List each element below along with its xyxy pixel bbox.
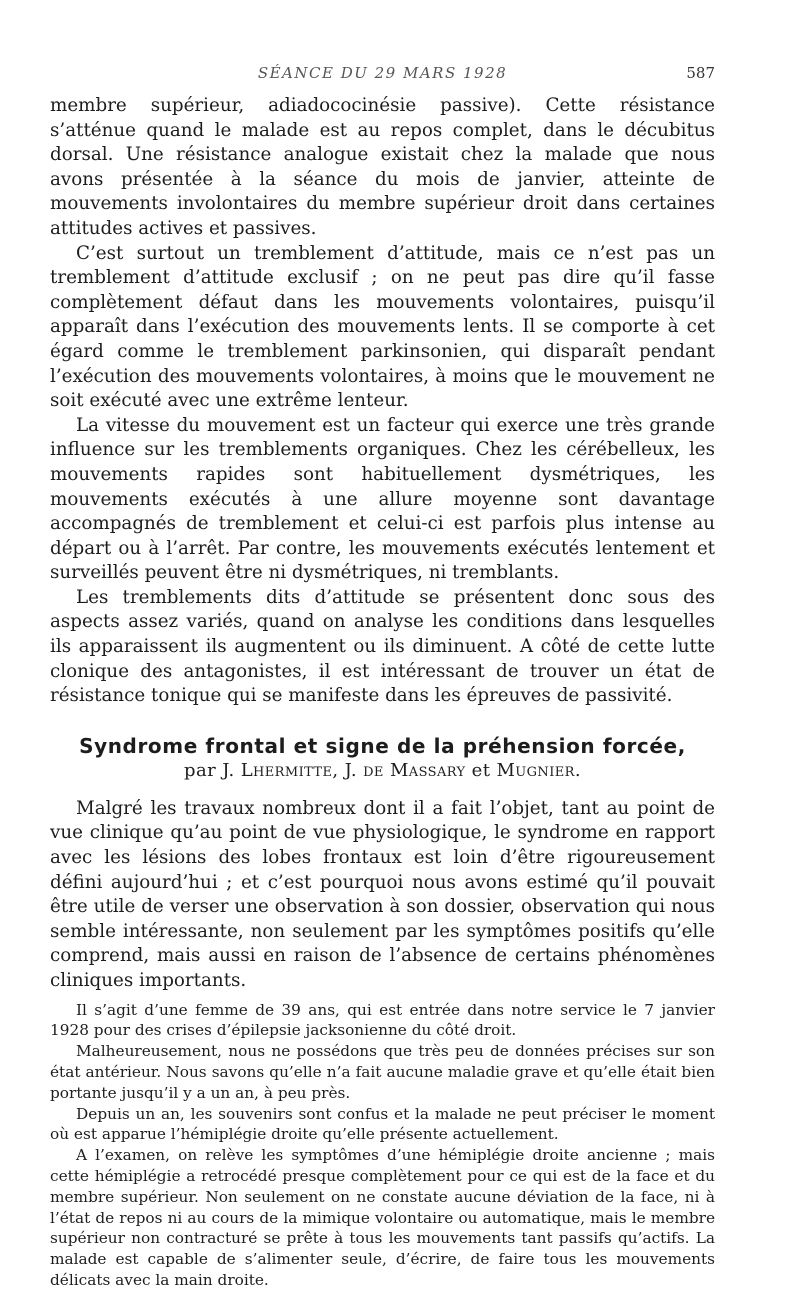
section-body [50,797,715,994]
page-number: 587 [686,64,715,82]
case-report [50,1000,715,1291]
case-paragraph: Malheureusement, nous ne possédons que très peu de données précises sur son état antérieur. Nous savons qu’elle n’a fait aucune maladie grave et qu’elle était bien portante jusqu’il y a un an, à peu près. [50,1042,715,1102]
body-text [50,94,715,709]
page-header [50,64,715,94]
byline-conjunction: et [471,759,491,781]
case-paragraph: Il s’agit d’une femme de 39 ans, qui est entrée dans notre service le 7 janvier 1928 pour des crises d’épilepsie jacksonienne du côté droit. [50,1000,715,1040]
paragraph: membre supérieur, adiadococinésie passive). Cette résistance s’atténue quand le malade est au repos complet, dans le décubitus dorsal. Une résistance analogue existait chez la malade que nous avons présentée à la séance du mois de janvier, atteinte de mouvements involontaires du membre supérieur droit dans certaines attitudes actives et passives. [50,95,715,239]
running-head: SÉANCE DU 29 MARS 1928 [257,64,508,82]
paragraph: Les tremblements dits d’attitude se présentent donc sous des aspects assez variés, quand on analyse les conditions dans lesquelles ils apparaissent ils augmentent ou ils diminuent. A côté de cette lutte clonique des antagonistes, il est intéressant de trouver un état de résistance tonique qui se manifeste dans les épreuves de passivité. [50,586,715,707]
byline-end: . [574,759,581,781]
byline [50,759,715,783]
author-massary: Massary [389,759,466,781]
author-lhermitte: Lhermitte [240,759,333,781]
paragraph: La vitesse du mouvement est un facteur qui exerce une très grande influence sur les tremblements organiques. Chez les cérébelleux, les mouvements rapides sont habituellement dysmétriques, les mouvements exécutés à une allure moyenne sont davantage accompagnés de tremblement et celui-ci est parfois plus intense au départ ou à l’arrêt. Par contre, les mouvements exécutés lentement et surveillés peuvent être ni dysmétriques, ni tremblants. [50,414,715,584]
page [50,64,715,1291]
byline-prefix: par J. [184,759,235,781]
author-particle: de [363,759,384,781]
case-paragraph: A l’examen, on relève les symptômes d’une hémiplégie droite ancienne ; mais cette hémiplégie a retrocédé presque complètement pour ce qui est de la face et du membre supérieur. Non seulement on ne constate aucune déviation de la face, ni à l’état de repos ni au cours de la mimique volontaire ou automatique, mais le membre supérieur non contracturé se prête à tous les mouvements tant passifs qu’actifs. La malade est capable de s’alimenter seule, d’écrire, de faire tous les mouvements délicats avec la main droite. [50,1146,715,1289]
paragraph: Malgré les travaux nombreux dont il a fait l’objet, tant au point de vue clinique qu’au point de vue physiologique, le syndrome en rapport avec les lésions des lobes frontaux est loin d’être rigoureusement défini aujourd’hui ; et c’est pourquoi nous avons estimé qu’il pouvait être utile de verser une observation à son dossier, observation qui nous semble intéressante, non seulement par les symptômes positifs qu’elle comprend, mais aussi en raison de l’absence de certains phénomènes cliniques importants. [50,797,715,991]
paragraph: C’est surtout un tremblement d’attitude, mais ce n’est pas un tremblement d’attitude exclusif ; on ne peut pas dire qu’il fasse complètement défaut dans les mouvements volontaires, puisqu’il apparaît dans l’exécution des mouvements lents. Il se comporte à cet égard comme le tremblement parkinsonien, qui disparaît pendant l’exécution des mouvements volontaires, à moins que le mouvement ne soit exécuté avec une extrême lenteur. [50,242,715,412]
case-paragraph: Depuis un an, les souvenirs sont confus et la malade ne peut préciser le moment où est apparue l’hémiplégie droite qu’elle présente actuellement. [50,1104,715,1144]
byline-separator: , J. [332,759,357,781]
section-title: Syndrome frontal et signe de la préhension forcée, [79,733,686,758]
author-mugnier: Mugnier [496,759,575,781]
